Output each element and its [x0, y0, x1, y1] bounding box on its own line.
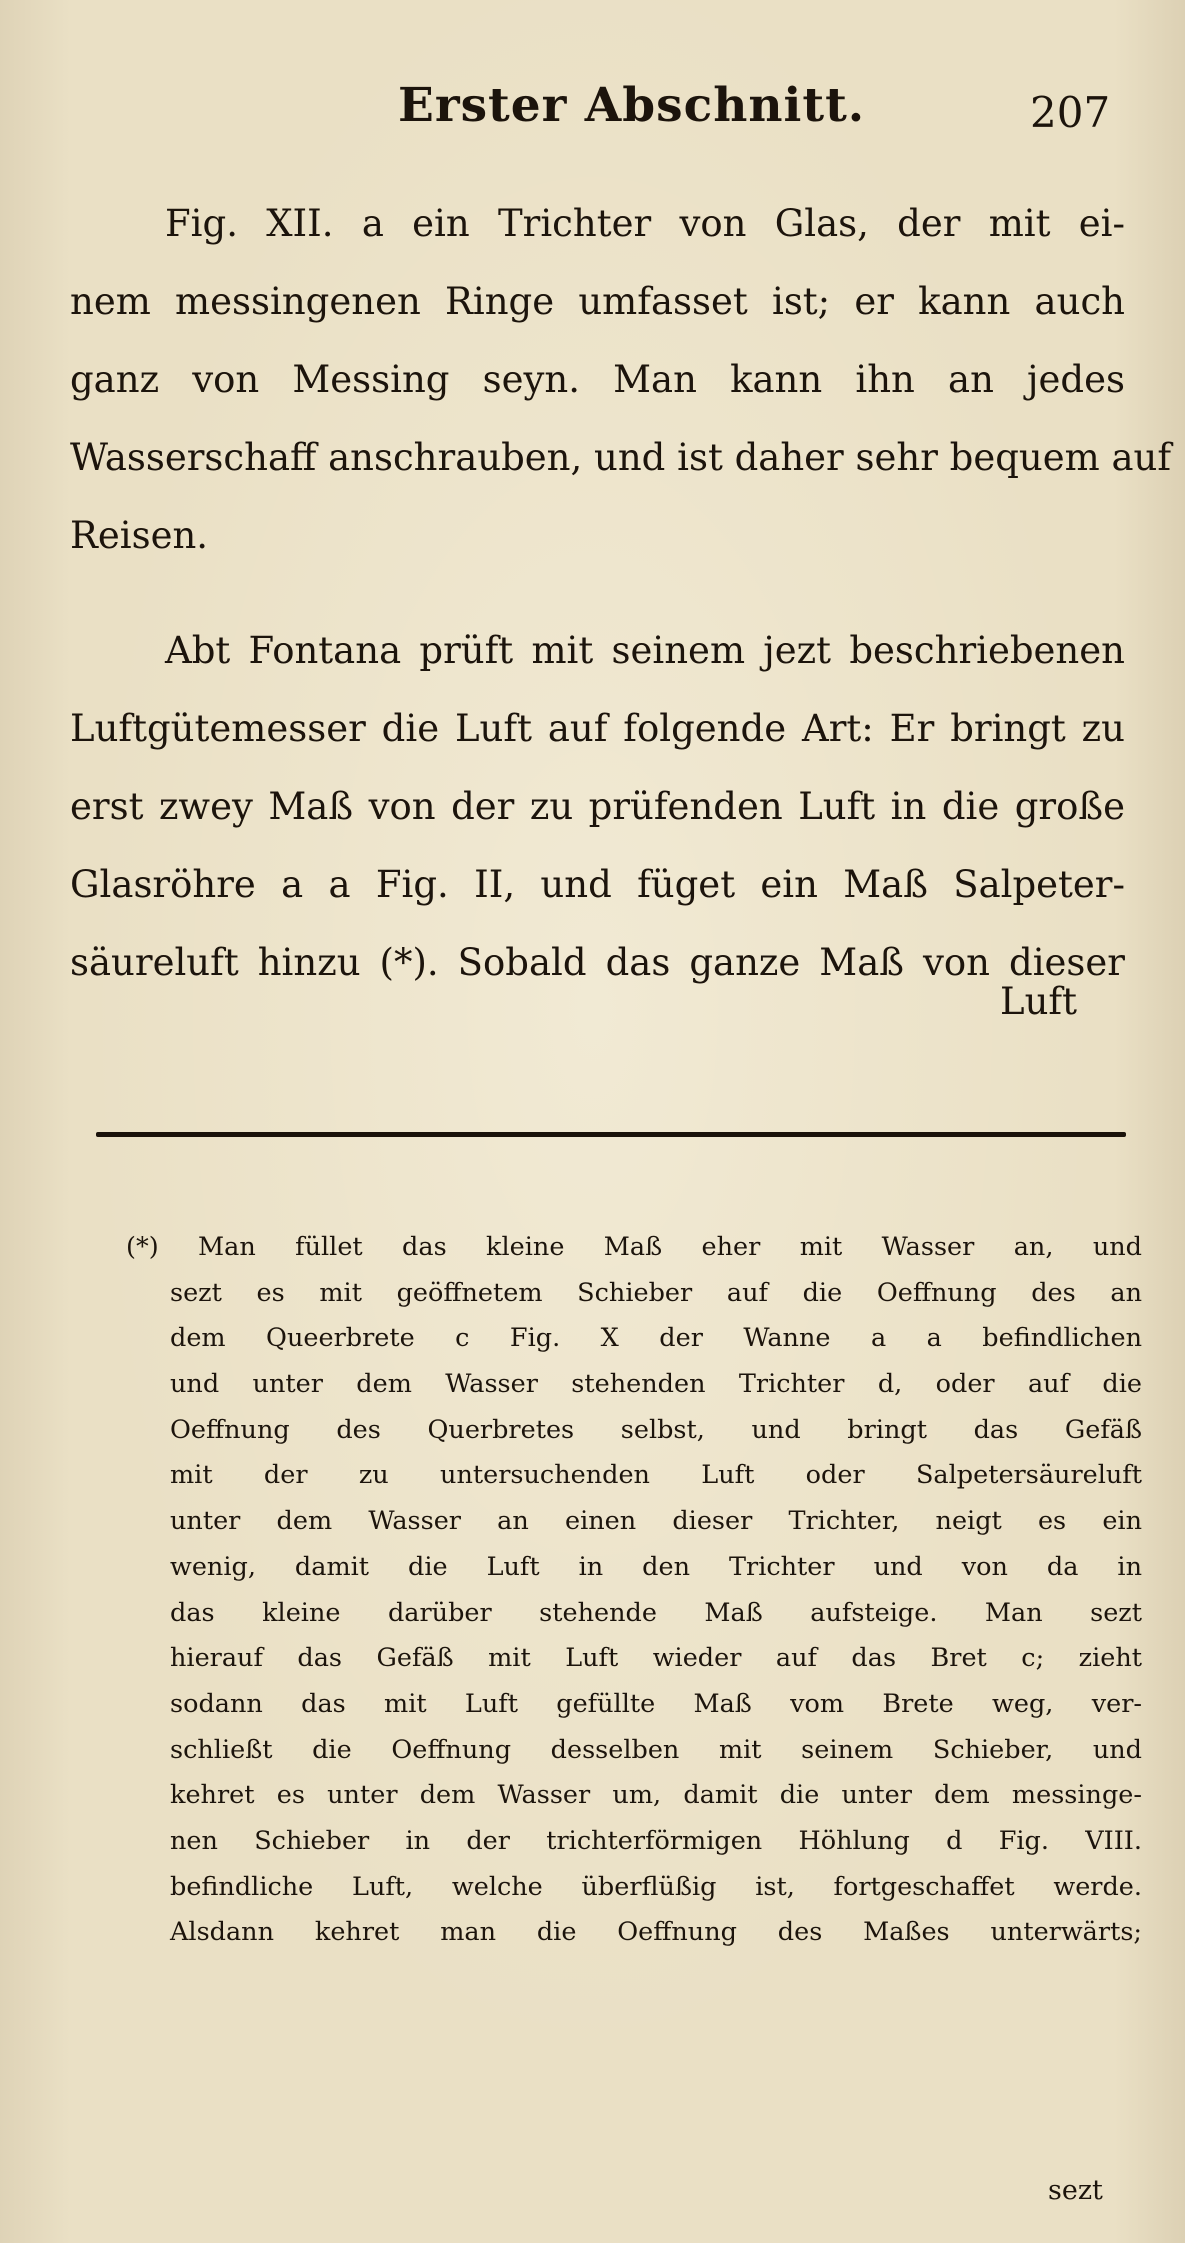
- text-line: Abt Fontana prüft mit seinem jezt beschriebenen: [165, 629, 1125, 672]
- footnote-line: sezt es mit geöffnetem Schieber auf die Oeffnung des an: [170, 1277, 1142, 1308]
- running-title: Erster Abschnitt.: [398, 78, 866, 133]
- footnote-line: sodann das mit Luft gefüllte Maß vom Brete weg, ver-: [170, 1688, 1142, 1719]
- footnote-line: kehret es unter dem Wasser um, damit die unter dem messinge-: [170, 1780, 1142, 1811]
- footnote-line: mit der zu untersuchenden Luft oder Salpetersäureluft: [170, 1460, 1142, 1491]
- text-line: Glasröhre a a Fig. II, und füget ein Maß Salpeter-: [70, 863, 1125, 906]
- text-line: Fig. XII. a ein Trichter von Glas, der mit ei-: [165, 202, 1125, 245]
- footnote-line: unter dem Wasser an einen dieser Trichter, neigt es ein: [170, 1506, 1142, 1537]
- text-line: Wasserschaff anschrauben, und ist daher sehr bequem auf: [70, 436, 1172, 479]
- footnote-catchword: sezt: [1048, 2175, 1103, 2206]
- footnote-line: nen Schieber in der trichterförmigen Höhlung d Fig. VIII.: [170, 1825, 1142, 1856]
- paragraph-figure-description: [70, 185, 1172, 575]
- footnote-line: wenig, damit die Luft in den Trichter und von da in: [170, 1551, 1142, 1582]
- footnote-line: und unter dem Wasser stehenden Trichter d, oder auf die: [170, 1369, 1142, 1400]
- text-line: nem messingenen Ringe umfasset ist; er kann auch: [70, 280, 1125, 323]
- footnote-line: Oeffnung des Querbretes selbst, und bringt das Gefäß: [170, 1414, 1142, 1445]
- text-line: Reisen.: [70, 514, 209, 557]
- text-line: ganz von Messing seyn. Man kann ihn an jedes: [70, 358, 1125, 401]
- footnote-line: hierauf das Gefäß mit Luft wieder auf das Bret c; zieht: [170, 1643, 1142, 1674]
- page-number: 207: [1030, 88, 1111, 137]
- footnote-divider-rule: [96, 1132, 1126, 1137]
- paragraph-fontana-method: [70, 612, 1125, 1002]
- footnote: [126, 1225, 1142, 1956]
- footnote-line: dem Queerbrete c Fig. X der Wanne a a befindlichen: [170, 1323, 1142, 1354]
- text-line: Luftgütemesser die Luft auf folgende Art: Er bringt zu: [70, 707, 1125, 750]
- footnote-line: das kleine darüber stehende Maß aufsteige. Man sezt: [170, 1597, 1142, 1628]
- text-line: erst zwey Maß von der zu prüfenden Luft in die große: [70, 785, 1125, 828]
- footnote-line: schließt die Oeffnung desselben mit seinem Schieber, und: [170, 1734, 1142, 1765]
- footnote-line: befindliche Luft, welche überflüßig ist, fortgeschaffet werde.: [170, 1871, 1142, 1902]
- text-line: säureluft hinzu (*). Sobald das ganze Maß von dieser: [70, 941, 1125, 984]
- catchword: Luft: [1000, 980, 1077, 1023]
- footnote-line: (*) Man füllet das kleine Maß eher mit Wasser an, und: [126, 1232, 1142, 1262]
- footnote-line: Alsdann kehret man die Oeffnung des Maßes unterwärts;: [170, 1917, 1142, 1948]
